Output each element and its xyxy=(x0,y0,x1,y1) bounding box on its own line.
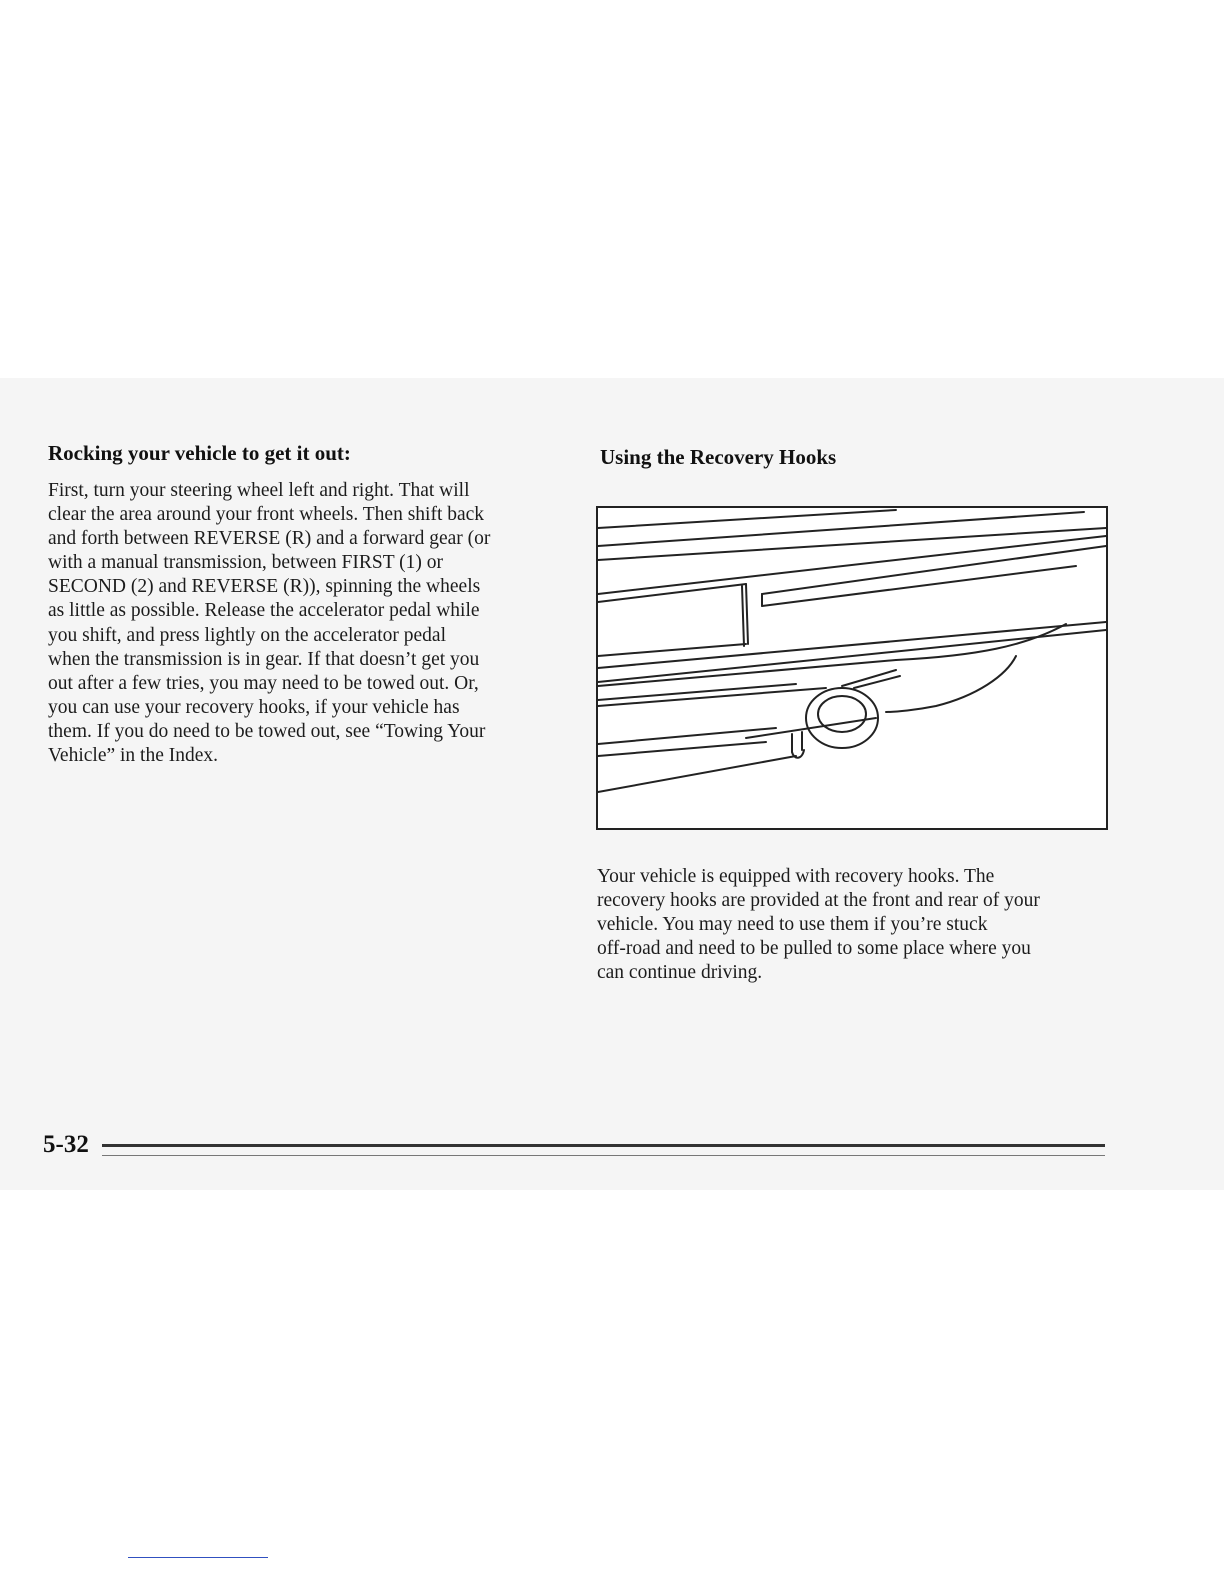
paragraph-line: clear the area around your front wheels. Then shift back xyxy=(48,504,485,526)
paragraph-line: off-road and need to be pulled to some place where you xyxy=(597,938,1031,960)
section-heading-recovery-hooks: Using the Recovery Hooks xyxy=(600,445,837,469)
paragraph-line: SECOND (2) and REVERSE (R)), spinning the wheels xyxy=(48,576,481,598)
footer-rule-thin xyxy=(102,1155,1105,1156)
footer-rule xyxy=(102,1144,1105,1147)
paragraph-line: First, turn your steering wheel left and right. That will xyxy=(48,480,470,501)
paragraph-line: with a manual transmission, between FIRST (1) or xyxy=(48,552,443,574)
paragraph-line: as little as possible. Release the accelerator pedal while xyxy=(48,600,480,622)
paragraph-line: when the transmission is in gear. If that doesn’t get you xyxy=(48,648,480,670)
paragraph-line: you can use your recovery hooks, if your vehicle has xyxy=(48,696,460,718)
paragraph-line: Your vehicle is equipped with recovery hooks. The xyxy=(597,866,995,887)
paragraph-line: recovery hooks are provided at the front and rear of your xyxy=(597,890,1040,912)
paragraph-line: out after a few tries, you may need to be towed out. Or, xyxy=(48,672,479,694)
page-number: 5-32 xyxy=(43,1131,89,1158)
recovery-hook-illustration xyxy=(596,506,1108,830)
paragraph-line: them. If you do need to be towed out, see “Towing Your xyxy=(48,720,486,742)
recovery-hooks-paragraph xyxy=(597,865,1117,985)
paragraph-line: can continue driving. xyxy=(597,962,763,984)
paragraph-line: and forth between REVERSE (R) and a forward gear (or xyxy=(48,528,491,550)
rocking-paragraph xyxy=(48,479,578,768)
paragraph-line: Vehicle” in the Index. xyxy=(48,745,219,767)
section-heading-rocking: Rocking your vehicle to get it out: xyxy=(48,441,351,465)
divider xyxy=(128,1557,268,1558)
paragraph-line: you shift, and press lightly on the accelerator pedal xyxy=(48,624,446,646)
paragraph-line: vehicle. You may need to use them if you’re stuck xyxy=(597,914,988,936)
